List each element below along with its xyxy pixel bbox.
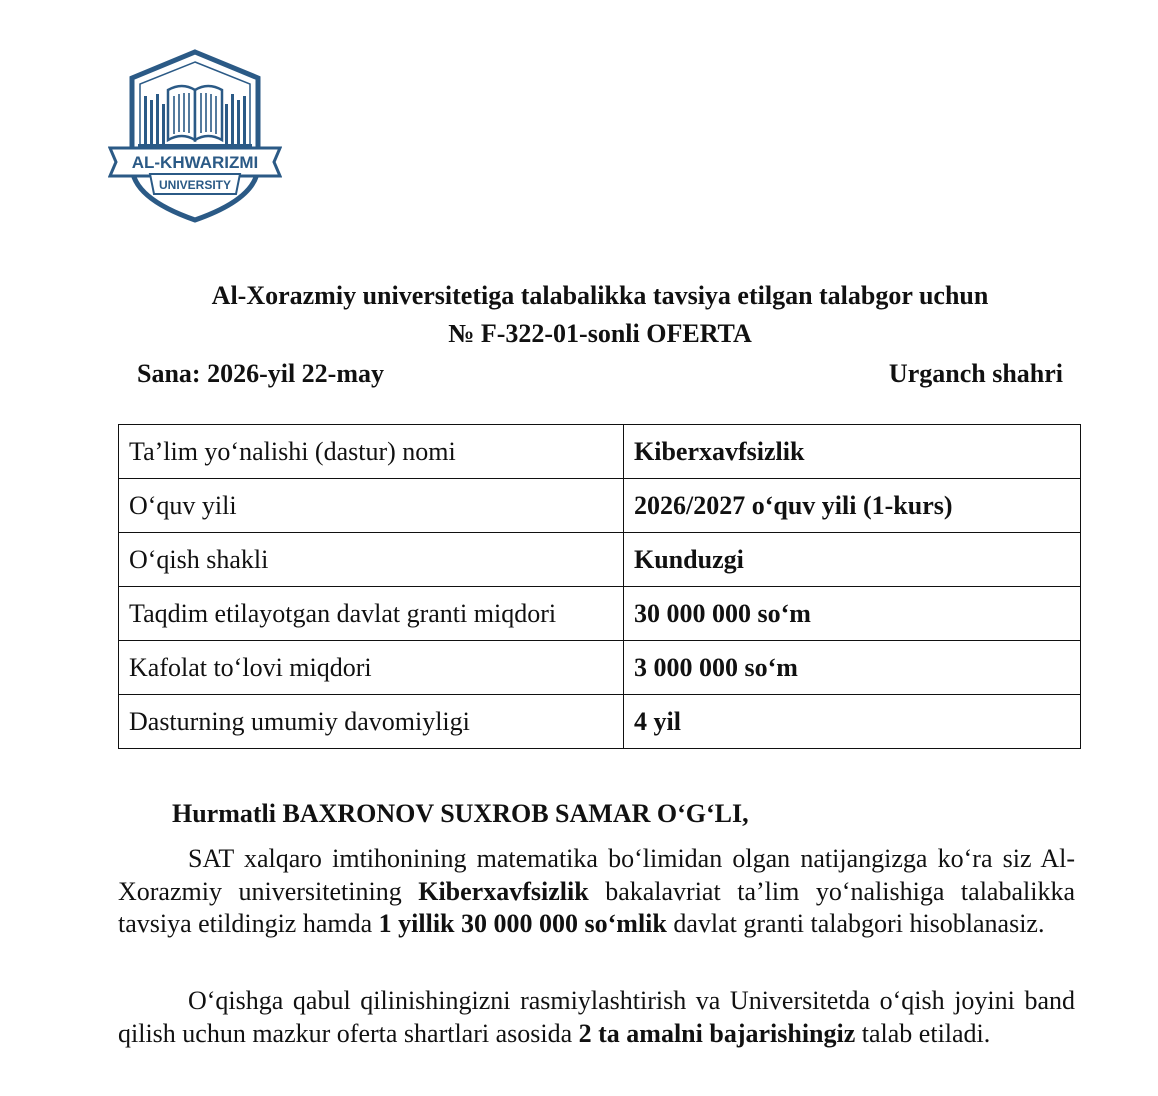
paragraph-bold: 1 yillik 30 000 000 so‘mlik xyxy=(378,909,667,938)
paragraph-text: talab etiladi. xyxy=(855,1018,991,1048)
document-city: Urganch shahri xyxy=(888,359,1063,388)
table-row xyxy=(119,425,1081,479)
document-title-line1: Al-Xorazmiy universitetiga talabalikka tavsiya etilgan talabgor uchun xyxy=(211,281,989,310)
letter-greeting: Hurmatli BAXRONOV SUXROB SAMAR O‘G‘LI, xyxy=(172,799,749,828)
paragraph-text: davlat granti talabgori hisoblanasiz. xyxy=(666,909,1045,938)
paragraph-bold: Kiberxavfsizlik xyxy=(418,876,589,906)
document-date: Sana: 2026-yil 22-may xyxy=(137,359,384,388)
paragraph-bold: 2 ta amalni bajarishingiz xyxy=(578,1018,856,1048)
row-label: Kafolat to‘lovi miqdori xyxy=(119,641,624,695)
row-value: 30 000 000 so‘m xyxy=(624,587,1081,641)
row-label: Dasturning umumiy davomiyligi xyxy=(119,695,624,749)
table-row xyxy=(119,533,1081,587)
row-value: 4 yil xyxy=(624,695,1081,749)
document-title-line2: № F-322-01-sonli OFERTA xyxy=(448,319,752,348)
table-row xyxy=(119,695,1081,749)
row-label: Taqdim etilayotgan davlat granti miqdori xyxy=(119,587,624,641)
paragraph-text: bakalavriat ta’lim yo‘nalishiga talabalikka tavsiya etildingiz hamda xyxy=(118,876,1075,938)
table-row xyxy=(119,479,1081,533)
table-row xyxy=(119,641,1081,695)
paragraph-text: SAT xalqaro imtihonining matematika bo‘limidan olgan natijangizga ko‘ra siz Al-Xorazmiy universitetining xyxy=(118,844,1075,906)
program-info-table xyxy=(118,424,1081,749)
table-row xyxy=(119,587,1081,641)
row-value: 2026/2027 o‘quv yili (1-kurs) xyxy=(624,479,1081,533)
university-logo xyxy=(108,48,282,224)
letter-paragraph-1 xyxy=(118,843,1075,941)
row-label: O‘quv yili xyxy=(119,479,624,533)
logo-subtitle: UNIVERSITY xyxy=(158,178,232,192)
row-value: 3 000 000 so‘m xyxy=(624,641,1081,695)
row-label: Ta’lim yo‘nalishi (dastur) nomi xyxy=(119,425,624,479)
row-value: Kunduzgi xyxy=(624,533,1081,587)
university-logo-icon xyxy=(108,48,282,224)
paragraph-text: O‘qishga qabul qilinishingizni rasmiylashtirish va Universitetda o‘qish joyini band qilish uchun mazkur oferta shartlari asosida xyxy=(118,986,1075,1048)
letter-paragraph-2 xyxy=(118,985,1075,1050)
logo-name: AL-KHWARIZMI xyxy=(131,153,259,172)
row-label: O‘qish shakli xyxy=(119,533,624,587)
row-value: Kiberxavfsizlik xyxy=(624,425,1081,479)
